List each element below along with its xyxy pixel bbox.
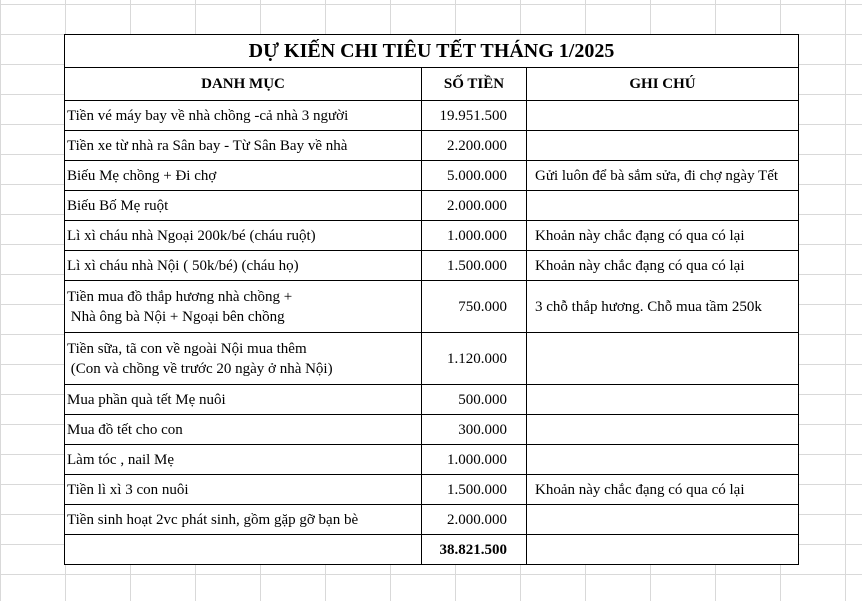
category-line: Tiền vé máy bay về nhà chồng -cả nhà 3 người — [67, 107, 349, 124]
total-amount-cell[interactable]: 38.821.500 — [422, 535, 527, 565]
note-cell[interactable]: Khoản này chắc đạng có qua có lại — [527, 475, 799, 505]
table-row — [65, 251, 799, 281]
category-cell[interactable] — [65, 101, 422, 131]
category-cell[interactable] — [65, 505, 422, 535]
category-line: Tiền sinh hoạt 2vc phát sinh, gồm gặp gỡ bạn bè — [67, 511, 359, 528]
category-line: Tiền xe từ nhà ra Sân bay - Từ Sân Bay về nhà — [67, 137, 348, 154]
category-cell[interactable] — [65, 191, 422, 221]
category-cell[interactable] — [65, 161, 422, 191]
amount-cell[interactable]: 1.120.000 — [422, 333, 527, 385]
table-row — [65, 191, 799, 221]
note-cell[interactable]: Khoản này chắc đạng có qua có lại — [527, 221, 799, 251]
amount-cell[interactable]: 1.000.000 — [422, 221, 527, 251]
category-line: Tiền lì xì 3 con nuôi — [67, 481, 189, 498]
note-cell[interactable] — [527, 415, 799, 445]
table-row — [65, 161, 799, 191]
header-category[interactable]: DANH MỤC — [65, 68, 422, 101]
category-line: Lì xì cháu nhà Ngoại 200k/bé (cháu ruột) — [67, 227, 316, 244]
note-cell[interactable] — [527, 385, 799, 415]
amount-cell[interactable]: 5.000.000 — [422, 161, 527, 191]
category-line: Nhà ông bà Nội + Ngoại bên chồng — [67, 308, 285, 325]
note-cell[interactable]: 3 chỗ thắp hương. Chỗ mua tầm 250k — [527, 281, 799, 333]
category-line: Làm tóc , nail Mẹ — [67, 451, 175, 468]
note-cell[interactable] — [527, 505, 799, 535]
category-cell[interactable] — [65, 221, 422, 251]
amount-cell[interactable]: 1.500.000 — [422, 475, 527, 505]
amount-cell[interactable]: 300.000 — [422, 415, 527, 445]
table-row — [65, 445, 799, 475]
note-cell[interactable]: Khoản này chắc đạng có qua có lại — [527, 251, 799, 281]
header-note[interactable]: GHI CHÚ — [527, 68, 799, 101]
note-cell[interactable] — [527, 131, 799, 161]
category-cell[interactable] — [65, 251, 422, 281]
category-cell[interactable] — [65, 475, 422, 505]
amount-cell[interactable]: 19.951.500 — [422, 101, 527, 131]
total-row — [65, 535, 799, 565]
category-cell[interactable] — [65, 415, 422, 445]
total-label-cell[interactable] — [65, 535, 422, 565]
note-cell[interactable] — [527, 333, 799, 385]
note-cell[interactable] — [527, 191, 799, 221]
category-line: Lì xì cháu nhà Nội ( 50k/bé) (cháu họ) — [67, 257, 299, 274]
table-row — [65, 505, 799, 535]
table-row — [65, 385, 799, 415]
category-cell[interactable] — [65, 333, 422, 385]
amount-cell[interactable]: 2.200.000 — [422, 131, 527, 161]
category-cell[interactable] — [65, 445, 422, 475]
table-row — [65, 131, 799, 161]
note-cell[interactable] — [527, 445, 799, 475]
table-title[interactable]: DỰ KIẾN CHI TIÊU TẾT THÁNG 1/2025 — [65, 35, 799, 68]
category-cell[interactable] — [65, 131, 422, 161]
amount-cell[interactable]: 2.000.000 — [422, 191, 527, 221]
amount-cell[interactable]: 2.000.000 — [422, 505, 527, 535]
header-amount[interactable]: SỐ TIỀN — [422, 68, 527, 101]
note-cell[interactable]: Gửi luôn để bà sắm sửa, đi chợ ngày Tết — [527, 161, 799, 191]
category-line: Mua phần quà tết Mẹ nuôi — [67, 391, 226, 408]
total-note-cell[interactable] — [527, 535, 799, 565]
budget-table — [64, 34, 799, 565]
table-row — [65, 281, 799, 333]
category-line: (Con và chồng về trước 20 ngày ở nhà Nội) — [67, 360, 333, 377]
category-cell[interactable] — [65, 385, 422, 415]
table-row — [65, 221, 799, 251]
note-cell[interactable] — [527, 101, 799, 131]
table-row — [65, 475, 799, 505]
table-row — [65, 415, 799, 445]
amount-cell[interactable]: 1.000.000 — [422, 445, 527, 475]
table-row — [65, 333, 799, 385]
table-row — [65, 101, 799, 131]
amount-cell[interactable]: 750.000 — [422, 281, 527, 333]
amount-cell[interactable]: 1.500.000 — [422, 251, 527, 281]
category-line: Tiền mua đồ thắp hương nhà chồng + — [67, 288, 293, 305]
category-line: Biếu Bố Mẹ ruột — [67, 197, 169, 214]
category-line: Mua đồ tết cho con — [67, 421, 183, 438]
amount-cell[interactable]: 500.000 — [422, 385, 527, 415]
category-line: Tiền sữa, tã con về ngoài Nội mua thêm — [67, 340, 307, 357]
category-line: Biếu Mẹ chồng + Đi chợ — [67, 167, 217, 184]
category-cell[interactable] — [65, 281, 422, 333]
